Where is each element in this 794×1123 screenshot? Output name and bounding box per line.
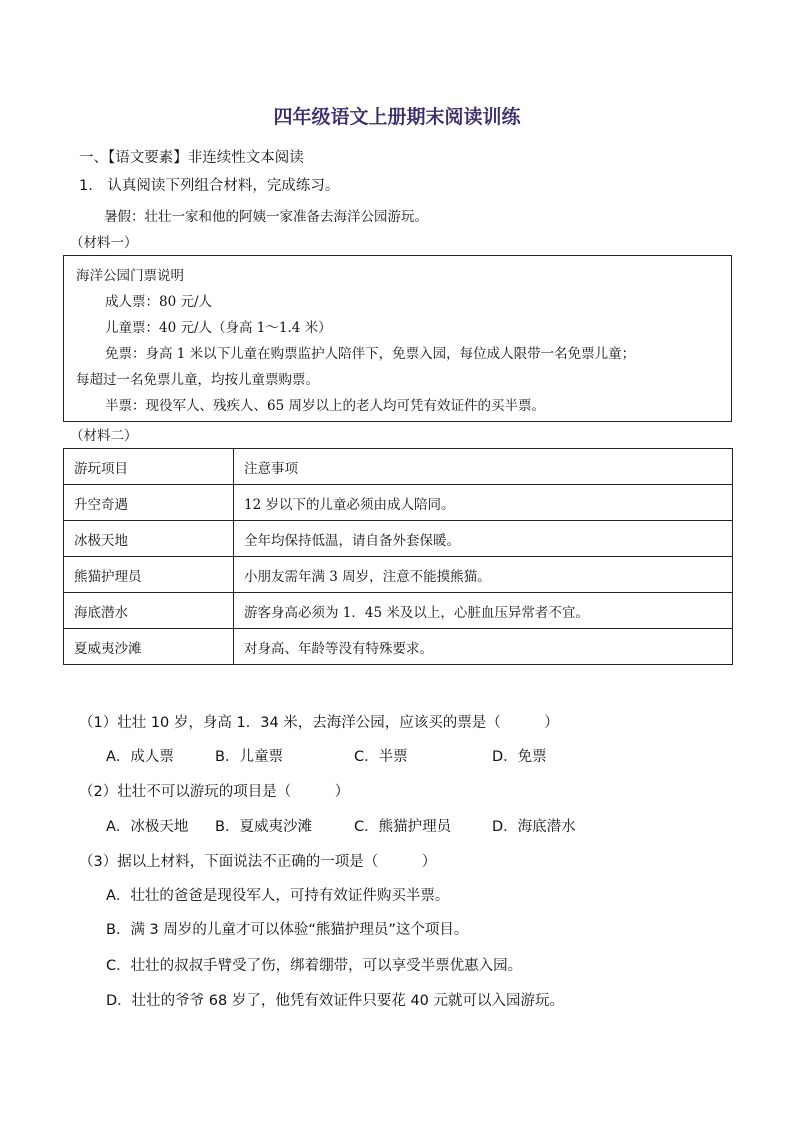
table-header-cell: 游玩项目 xyxy=(64,449,234,485)
q2-option-b[interactable]: B．夏威夷沙滩 xyxy=(215,819,312,835)
q3-option-d[interactable]: D．壮壮的爷爷 68 岁了，他凭有效证件只要花 40 元就可以入园游玩。 xyxy=(106,993,565,1009)
table-cell-item: 海底潜水 xyxy=(64,593,234,629)
question-instruction: 1. 认真阅读下列组合材料，完成练习。 xyxy=(79,178,340,194)
free-ticket-text: 免票：身高 1 米以下儿童在购票监护人陪伴下，免票入园，每位成人限带一名免票儿童； xyxy=(105,346,636,362)
table-cell-note: 对身高、年龄等没有特殊要求。 xyxy=(234,629,733,665)
q2-option-a[interactable]: A．冰极天地 xyxy=(106,819,189,835)
table-cell-note: 12 岁以下的儿童必须由成人陪同。 xyxy=(234,485,733,521)
q2-stem: （2）壮壮不可以游玩的项目是（ ） xyxy=(79,784,350,800)
page-title: 四年级语文上册期末阅读训练 xyxy=(273,106,521,128)
section-heading: 一、【语文要素】非连续性文本阅读 xyxy=(79,150,304,166)
q1-option-d[interactable]: D．免票 xyxy=(492,749,547,765)
table-cell-note: 小朋友需年满 3 周岁，注意不能摸熊猫。 xyxy=(234,557,733,593)
table-cell-item: 冰极天地 xyxy=(64,521,234,557)
table-cell-item: 升空奇遇 xyxy=(64,485,234,521)
free-ticket-text-cont: 每超过一名免票儿童，均按儿童票购票。 xyxy=(76,372,319,388)
half-ticket-text: 半票：现役军人、残疾人、65 周岁以上的老人均可凭有效证件的买半票。 xyxy=(105,398,545,414)
q3-stem: （3）据以上材料，下面说法不正确的一项是（ ） xyxy=(79,854,437,870)
table-row xyxy=(64,557,733,593)
material1-box xyxy=(63,255,732,422)
table-cell-item: 熊猫护理员 xyxy=(64,557,234,593)
q1-option-a[interactable]: A．成人票 xyxy=(106,749,174,765)
q1-option-b[interactable]: B．儿童票 xyxy=(215,749,283,765)
material1-label: （材料一） xyxy=(70,235,138,251)
intro-text: 暑假：壮壮一家和他的阿姨一家准备去海洋公园游玩。 xyxy=(104,209,428,225)
table-row xyxy=(64,593,733,629)
adult-ticket-text: 成人票：80 元/人 xyxy=(105,294,213,310)
q2-option-c[interactable]: C．熊猫护理员 xyxy=(354,819,452,835)
q1-stem: （1）壮壮 10 岁，身高 1．34 米，去海洋公园，应该买的票是（ ） xyxy=(79,715,559,731)
table-cell-note: 游客身高必须为 1．45 米及以上，心脏血压异常者不宜。 xyxy=(234,593,733,629)
table-cell-item: 夏威夷沙滩 xyxy=(64,629,234,665)
table-cell-note: 全年均保持低温，请自备外套保暖。 xyxy=(234,521,733,557)
q3-option-c[interactable]: C．壮壮的叔叔手臂受了伤，绑着绷带，可以享受半票优惠入园。 xyxy=(106,958,523,974)
q2-option-d[interactable]: D．海底潜水 xyxy=(492,819,576,835)
q1-option-c[interactable]: C．半票 xyxy=(354,749,408,765)
q3-option-a[interactable]: A．壮壮的爸爸是现役军人，可持有效证件购买半票。 xyxy=(106,888,450,904)
q3-option-b[interactable]: B．满 3 周岁的儿童才可以体验“熊猫护理员”这个项目。 xyxy=(106,922,469,938)
material2-label: （材料二） xyxy=(70,428,138,444)
table-row xyxy=(64,485,733,521)
table-row xyxy=(64,629,733,665)
table-row xyxy=(64,521,733,557)
table-header-cell: 注意事项 xyxy=(234,449,733,485)
child-ticket-text: 儿童票：40 元/人（身高 1～1.4 米） xyxy=(105,320,332,336)
material1-heading: 海洋公园门票说明 xyxy=(76,268,184,284)
table-header-row xyxy=(64,449,733,485)
material2-table xyxy=(63,448,733,665)
